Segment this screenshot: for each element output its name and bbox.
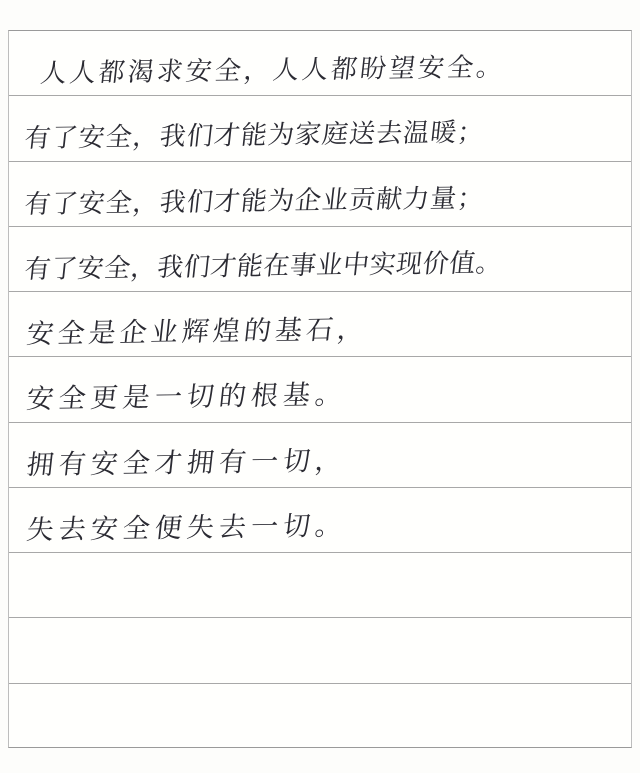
handwritten-line-2: 有了安全，我们才能为家庭送去温暖； (22, 117, 486, 155)
ruled-paper-sheet (8, 30, 632, 748)
text-line-row (9, 292, 631, 357)
handwritten-line-3: 有了安全，我们才能为企业贡献力量； (22, 183, 486, 220)
handwritten-line-7: 拥有安全才拥有一切， (24, 445, 349, 481)
text-line-row (9, 31, 631, 96)
handwritten-line-4: 有了安全，我们才能在事业中实现价值。 (22, 248, 504, 285)
text-line-row (9, 96, 631, 161)
text-line-row-empty (9, 553, 631, 618)
text-line-row (9, 423, 631, 488)
text-line-row-empty (9, 618, 631, 683)
handwritten-line-6: 安全更是一切的根基。 (24, 379, 349, 416)
handwritten-line-5: 安全是企业辉煌的基石， (24, 314, 370, 350)
text-line-row (9, 488, 631, 553)
handwritten-line-1: 人人都渴求安全，人人都盼望安全。 (38, 52, 507, 89)
text-line-row (9, 227, 631, 292)
text-line-row (9, 357, 631, 422)
handwritten-line-8: 失去安全便失去一切。 (24, 510, 349, 546)
text-line-row (9, 162, 631, 227)
text-line-row-empty (9, 684, 631, 749)
